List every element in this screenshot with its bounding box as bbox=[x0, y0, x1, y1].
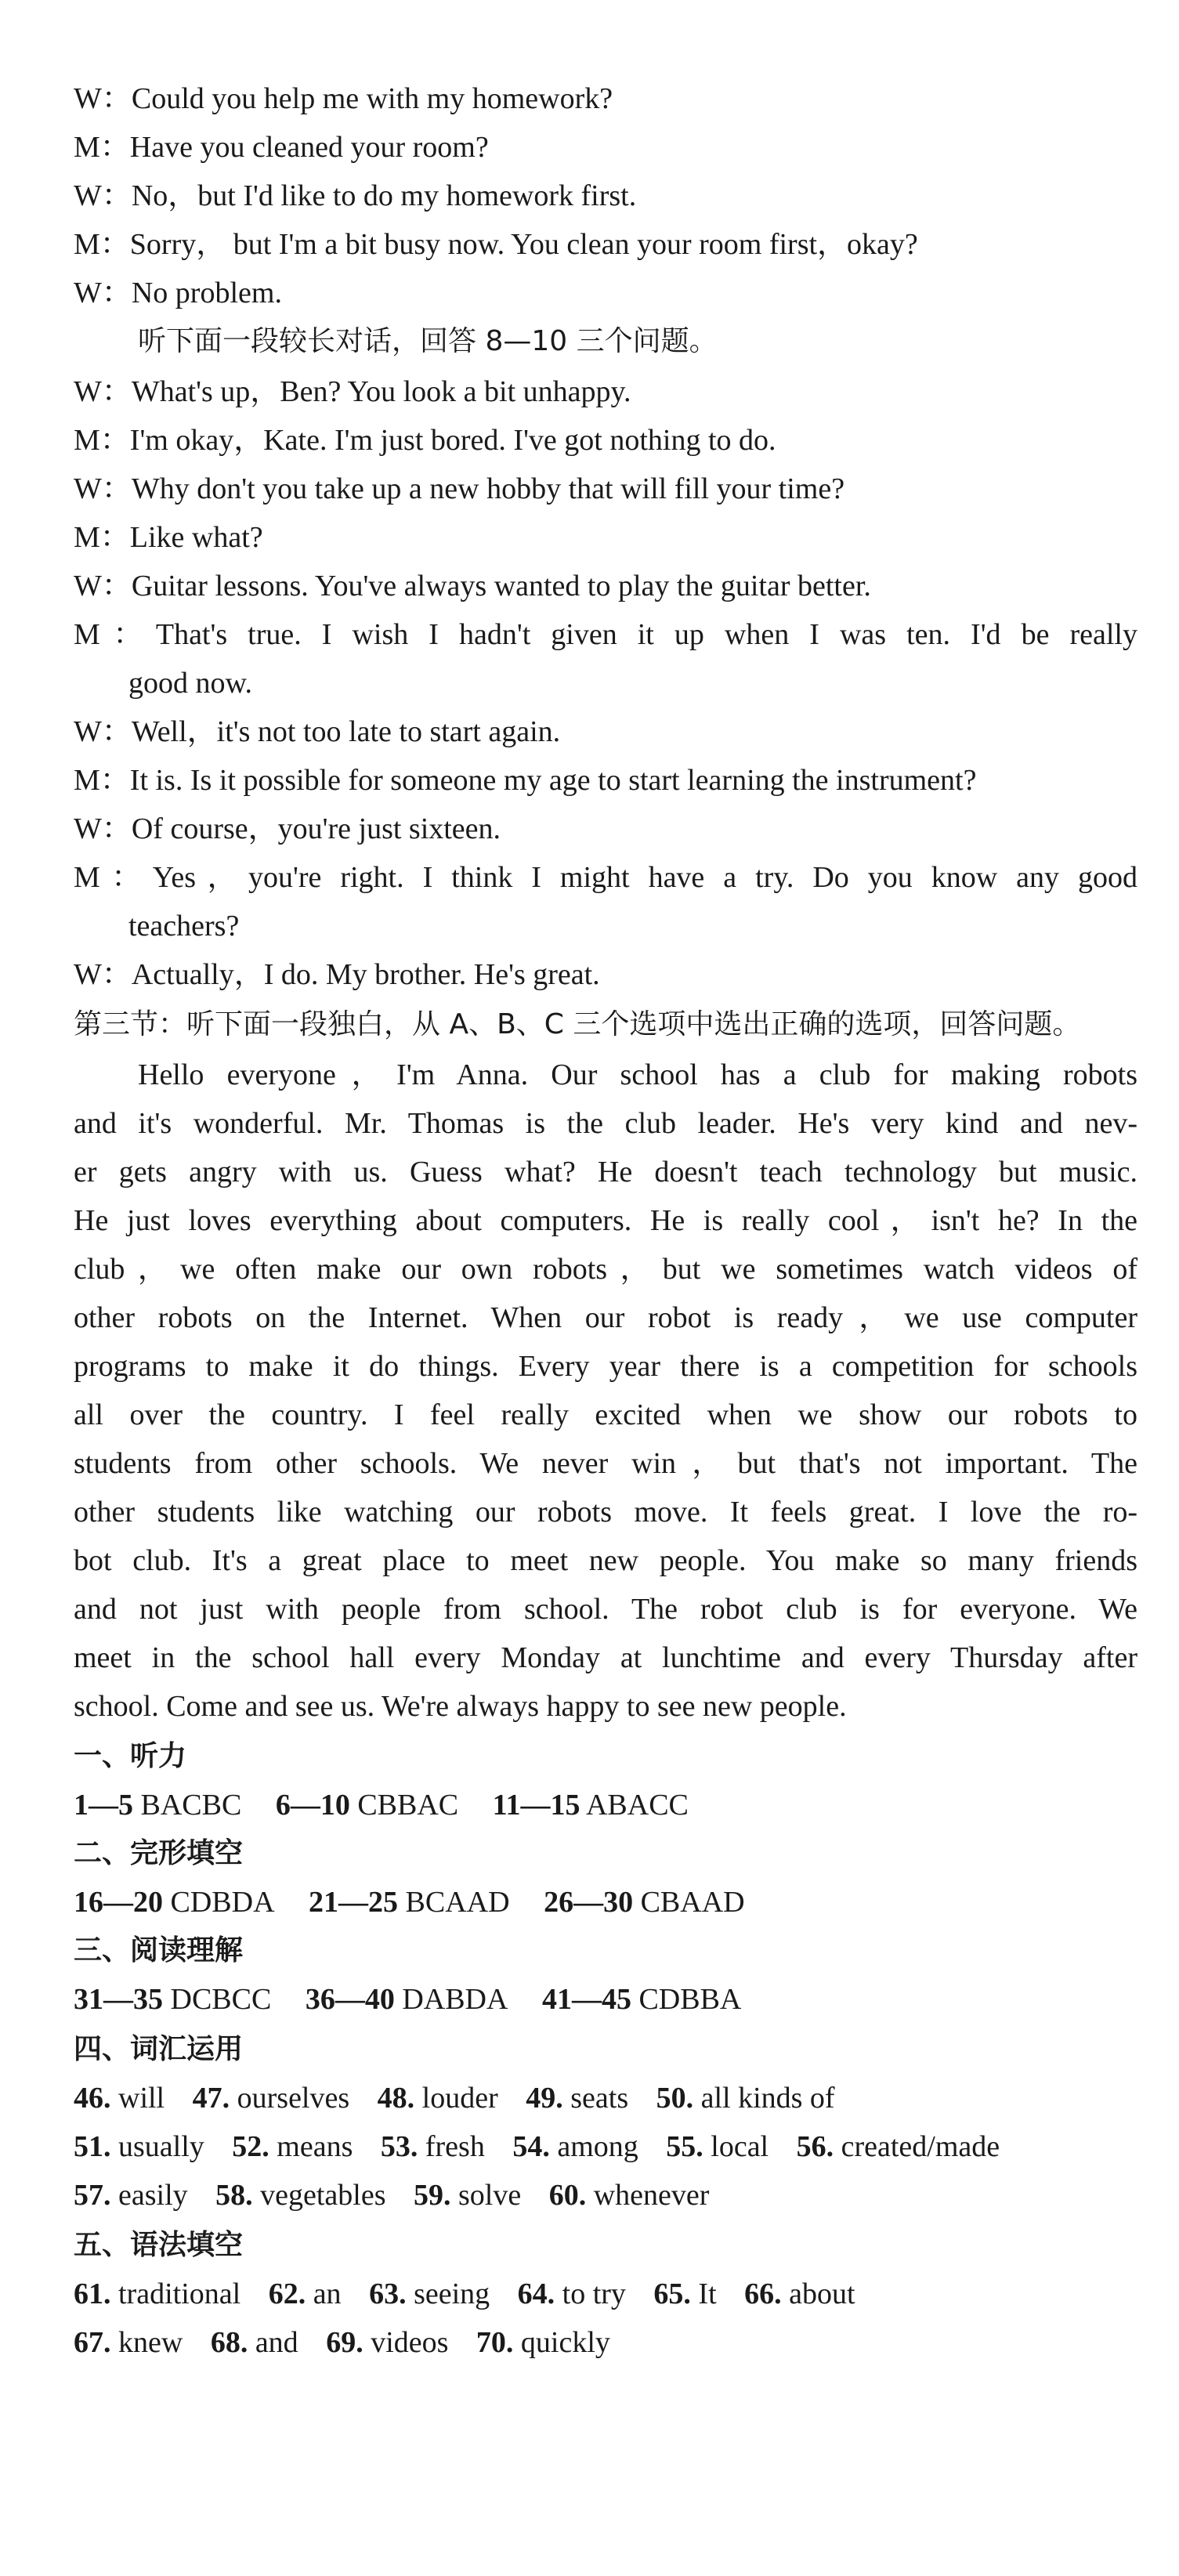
answer-range: 26—30 bbox=[544, 1886, 634, 1919]
answer-range: 16—20 bbox=[74, 1886, 163, 1919]
answer-key: DCBCC bbox=[170, 1983, 272, 2016]
answer-row-listening bbox=[74, 1786, 1139, 1824]
item-number: 48. bbox=[377, 2082, 415, 2115]
dialogue-line: M：Have you cleaned your room? bbox=[74, 131, 489, 164]
item-answer: quickly bbox=[520, 2326, 610, 2359]
dialogue-line: M：That's true. I wish I hadn't given it up when I was ten. I'd be really bbox=[74, 618, 1137, 651]
dialogue-line: M：I'm okay，Kate. I'm just bored. I've got nothing to do. bbox=[74, 424, 776, 457]
item-number: 54. bbox=[512, 2130, 550, 2163]
item-number: 49. bbox=[526, 2082, 563, 2115]
item-number: 66. bbox=[744, 2278, 782, 2310]
item-number: 50. bbox=[656, 2082, 694, 2115]
item-answer: solve bbox=[458, 2179, 522, 2212]
monologue-line: meet in the school hall every Monday at lunchtime and every Thursday after bbox=[74, 1641, 1137, 1674]
answer-key: ABACC bbox=[585, 1789, 689, 1822]
item-answer: vegetables bbox=[260, 2179, 386, 2212]
item-number: 47. bbox=[192, 2082, 230, 2115]
item-number: 69. bbox=[326, 2326, 363, 2359]
item-answer: and bbox=[255, 2326, 298, 2359]
monologue-line: Hello everyone，I'm Anna. Our school has a club for making robots bbox=[138, 1058, 1137, 1091]
item-number: 56. bbox=[796, 2130, 834, 2163]
dialogue-line: W：Well，it's not too late to start again. bbox=[74, 715, 561, 748]
dialogue-line: M：It is. Is it possible for someone my age to start learning the instrument? bbox=[74, 764, 977, 797]
item-number: 64. bbox=[517, 2278, 555, 2310]
item-answer: all kinds of bbox=[700, 2082, 835, 2115]
dialogue-line: W：No problem. bbox=[74, 277, 282, 309]
dialogue-line: W：Why don't you take up a new hobby that will fill your time? bbox=[74, 472, 845, 505]
monologue-line: and not just with people from school. The robot club is for everyone. We bbox=[74, 1593, 1137, 1626]
answer-row-vocabulary bbox=[74, 2176, 1139, 2214]
monologue-line: club，we often make our own robots，but we sometimes watch videos of bbox=[74, 1253, 1137, 1286]
dialogue-line: teachers? bbox=[128, 910, 240, 942]
item-answer: to try bbox=[562, 2278, 626, 2310]
monologue-line: bot club. It's a great place to meet new people. You make so many friends bbox=[74, 1544, 1137, 1577]
item-answer: fresh bbox=[425, 2130, 485, 2163]
monologue-line: other students like watching our robots move. It feels great. I love the ro- bbox=[74, 1496, 1137, 1529]
answer-key: CDBDA bbox=[170, 1886, 275, 1919]
monologue-line: He just loves everything about computers. He is really cool，isn't he? In the bbox=[74, 1204, 1137, 1237]
item-answer: louder bbox=[421, 2082, 498, 2115]
item-number: 53. bbox=[380, 2130, 418, 2163]
answer-row-cloze bbox=[74, 1883, 1139, 1921]
item-answer: about bbox=[789, 2278, 855, 2310]
monologue-line: other robots on the Internet. When our robot is ready，we use computer bbox=[74, 1301, 1137, 1334]
section-3-heading: 第三节：听下面一段独白，从 A、B、C 三个选项中选出正确的选项，回答问题。 bbox=[74, 1008, 1081, 1040]
dialogue-line: W：No，but I'd like to do my homework first. bbox=[74, 179, 637, 212]
heading-cloze: 二、完形填空 bbox=[74, 1837, 244, 1869]
item-answer: seats bbox=[570, 2082, 629, 2115]
item-answer: will bbox=[118, 2082, 165, 2115]
monologue-line: all over the country. I feel really excited when we show our robots to bbox=[74, 1398, 1137, 1431]
item-number: 67. bbox=[74, 2326, 111, 2359]
answer-row-vocabulary bbox=[74, 2079, 1139, 2117]
answer-key: CDBBA bbox=[638, 1983, 742, 2016]
item-answer: usually bbox=[118, 2130, 204, 2163]
answer-range: 36—40 bbox=[305, 1983, 395, 2016]
monologue-line: school. Come and see us. We're always happy to see new people. bbox=[74, 1690, 847, 1723]
answer-range: 41—45 bbox=[541, 1983, 631, 2016]
item-number: 68. bbox=[210, 2326, 248, 2359]
monologue-line: students from other schools. We never win，but that's not important. The bbox=[74, 1447, 1137, 1480]
answer-row-reading bbox=[74, 1981, 1139, 2018]
answer-range: 21—25 bbox=[309, 1886, 399, 1919]
monologue-line: programs to make it do things. Every year there is a competition for schools bbox=[74, 1350, 1137, 1383]
answer-key: DABDA bbox=[402, 1983, 508, 2016]
item-answer: traditional bbox=[118, 2278, 241, 2310]
instruction-8-10: 听下面一段较长对话，回答 8—10 三个问题。 bbox=[138, 325, 718, 357]
answer-range: 6—10 bbox=[275, 1789, 350, 1822]
item-answer: easily bbox=[118, 2179, 188, 2212]
dialogue-line: W：Guitar lessons. You've always wanted to play the guitar better. bbox=[74, 570, 871, 602]
item-number: 70. bbox=[476, 2326, 514, 2359]
answer-row-grammar bbox=[74, 2324, 1139, 2361]
item-answer: It bbox=[698, 2278, 717, 2310]
dialogue-line: M：Sorry， but I'm a bit busy now. You clean your room first，okay? bbox=[74, 228, 918, 261]
item-answer: local bbox=[711, 2130, 769, 2163]
heading-reading: 三、阅读理解 bbox=[74, 1934, 244, 1966]
dialogue-line: W：Actually，I do. My brother. He's great. bbox=[74, 958, 600, 991]
item-answer: an bbox=[313, 2278, 342, 2310]
item-number: 52. bbox=[232, 2130, 269, 2163]
item-answer: among bbox=[557, 2130, 638, 2163]
item-number: 55. bbox=[666, 2130, 703, 2163]
answer-key: BACBC bbox=[140, 1789, 242, 1822]
item-number: 46. bbox=[74, 2082, 111, 2115]
item-answer: created/made bbox=[841, 2130, 1000, 2163]
item-answer: seeing bbox=[414, 2278, 490, 2310]
item-answer: ourselves bbox=[237, 2082, 350, 2115]
answer-row-vocabulary bbox=[74, 2128, 1139, 2165]
item-number: 62. bbox=[268, 2278, 306, 2310]
item-answer: means bbox=[277, 2130, 353, 2163]
heading-vocabulary: 四、词汇运用 bbox=[74, 2033, 244, 2065]
item-number: 58. bbox=[215, 2179, 253, 2212]
item-answer: knew bbox=[118, 2326, 183, 2359]
dialogue-line: W：Could you help me with my homework? bbox=[74, 82, 613, 115]
answer-key: CBBAC bbox=[357, 1789, 459, 1822]
dialogue-line: M：Yes，you're right. I think I might have a try. Do you know any good bbox=[74, 861, 1137, 894]
answer-key: CBAAD bbox=[640, 1886, 745, 1919]
item-answer: whenever bbox=[593, 2179, 710, 2212]
answer-key: BCAAD bbox=[405, 1886, 510, 1919]
item-number: 61. bbox=[74, 2278, 111, 2310]
dialogue-line: W：Of course，you're just sixteen. bbox=[74, 812, 501, 845]
item-number: 57. bbox=[74, 2179, 111, 2212]
item-number: 60. bbox=[548, 2179, 587, 2212]
answer-range: 31—35 bbox=[74, 1983, 163, 2016]
item-number: 65. bbox=[653, 2278, 691, 2310]
dialogue-line: M：Like what? bbox=[74, 521, 263, 554]
item-number: 63. bbox=[369, 2278, 407, 2310]
answer-range: 11—15 bbox=[492, 1789, 580, 1822]
item-number: 59. bbox=[414, 2179, 451, 2212]
answer-range: 1—5 bbox=[74, 1789, 133, 1822]
dialogue-line: W：What's up，Ben? You look a bit unhappy. bbox=[74, 375, 631, 408]
answer-row-grammar bbox=[74, 2275, 1139, 2313]
heading-grammar: 五、语法填空 bbox=[74, 2229, 244, 2261]
monologue-line: and it's wonderful. Mr. Thomas is the club leader. He's very kind and nev- bbox=[74, 1107, 1137, 1140]
monologue-line: er gets angry with us. Guess what? He doesn't teach technology but music. bbox=[74, 1156, 1137, 1189]
heading-listening: 一、听力 bbox=[74, 1740, 187, 1772]
item-answer: videos bbox=[371, 2326, 449, 2359]
dialogue-line: good now. bbox=[128, 667, 252, 700]
item-number: 51. bbox=[74, 2130, 111, 2163]
